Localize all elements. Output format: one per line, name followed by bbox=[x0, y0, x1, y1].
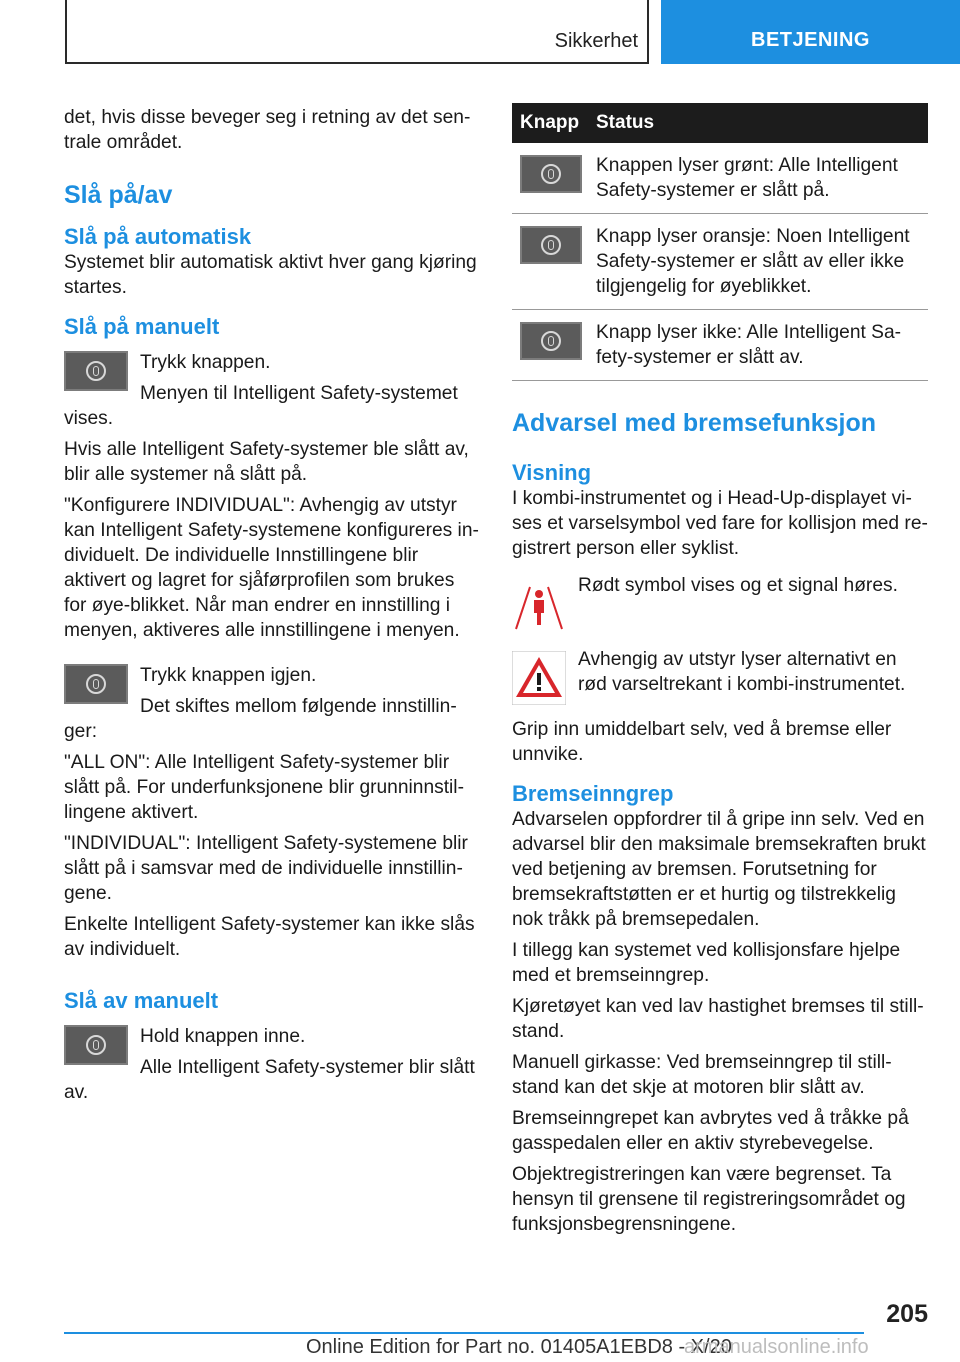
table-cell-status: Knappen lyser grønt: Alle Intelligent Safety-systemer er slått på. bbox=[588, 143, 928, 214]
intelligent-safety-button-icon bbox=[520, 155, 582, 193]
brake-text-1: Advarselen oppfordrer til å gripe inn selv. Ved en advarsel blir den maksimale bremsekraften brukt ved betjening av bremsen. Forutsetning for bremsekraftstøtten er et hurtig og tilstrekkelig nok tråkk på bremsepedalen. bbox=[512, 809, 926, 930]
hold-text: Hold knappen inne. bbox=[140, 1026, 306, 1047]
brake-text-5: Bremseinngrepet kan avbrytes ved å tråkke på gasspedalen eller en aktiv styrebevegelse. bbox=[512, 1108, 909, 1154]
heading-warning-brake: Advarsel med bremsefunksjon bbox=[512, 409, 877, 437]
watermark-text: armanualsonline.info bbox=[684, 1336, 869, 1358]
warning-symbol-row bbox=[512, 573, 928, 637]
footer-divider bbox=[64, 1332, 864, 1334]
table-row bbox=[512, 143, 928, 214]
warning-triangle-icon bbox=[512, 651, 566, 705]
button-instruction-press bbox=[64, 350, 482, 431]
page-number: 205 bbox=[886, 1300, 928, 1328]
heading-display: Visning bbox=[512, 460, 592, 485]
heading-on-off: Slå på/av bbox=[64, 181, 173, 209]
press-text: Trykk knappen. bbox=[140, 352, 271, 373]
table-row bbox=[512, 214, 928, 310]
menu-shown-text: Menyen til Intelligent Safety-systemet vises. bbox=[64, 383, 458, 429]
heading-manual-on: Slå på manuelt bbox=[64, 314, 220, 339]
intelligent-safety-button-icon bbox=[520, 322, 582, 360]
edition-text: Online Edition for Part no. 01405A1EBD8 - X/20 bbox=[306, 1336, 732, 1358]
right-column bbox=[512, 103, 928, 1237]
brake-text-3: Kjøretøyet kan ved lav hastighet bremses til still-stand. bbox=[512, 996, 924, 1042]
intelligent-safety-button-icon bbox=[64, 351, 128, 391]
heading-brake: Bremseinngrep bbox=[512, 781, 674, 806]
pedestrian-warning-icon bbox=[512, 577, 566, 631]
some-cannot-text: Enkelte Intelligent Safety-systemer kan ikke slås av individuelt. bbox=[64, 914, 475, 960]
press-again-text: Trykk knappen igjen. bbox=[140, 665, 317, 686]
individual-text: "INDIVIDUAL": Intelligent Safety-systemene blir slått på i samsvar med de individuelle innstillin-gene. bbox=[64, 833, 468, 904]
table-cell-icon bbox=[512, 310, 588, 381]
heading-manual-off: Slå av manuelt bbox=[64, 988, 219, 1013]
header-section-title: Sikkerhet bbox=[554, 30, 638, 52]
act-text: Grip inn umiddelbart selv, ved å bremse eller unnvike. bbox=[512, 719, 892, 765]
heading-auto-on: Slå på automatisk bbox=[64, 224, 252, 249]
table-header-button: Knapp bbox=[512, 103, 588, 143]
table-cell-icon bbox=[512, 143, 588, 214]
table-cell-icon bbox=[512, 214, 588, 310]
intro-text: det, hvis disse beveger seg i retning av det sen-trale området. bbox=[64, 107, 471, 153]
brake-text-6: Objektregistreringen kan være begrenset. Ta hensyn til grensene til registreringsområdet og funksjonsbegrensningene. bbox=[512, 1164, 906, 1235]
left-column bbox=[64, 105, 482, 1105]
auto-text: Systemet blir automatisk aktivt hver gang kjøring startes. bbox=[64, 252, 477, 298]
table-cell-status: Knapp lyser oransje: Noen Intelligent Safety-systemer er slått av eller ikke tilgjengelig for øyeblikket. bbox=[588, 214, 928, 310]
brake-text-4: Manuell girkasse: Ved bremseinngrep til still-stand kan det skje at motoren blir slått av. bbox=[512, 1052, 892, 1098]
header-chapter-tab[interactable]: BETJENING bbox=[661, 0, 960, 64]
table-cell-status: Knapp lyser ikke: Alle Intelligent Sa-fety-systemer er slått av. bbox=[588, 310, 928, 381]
display-text: I kombi-instrumentet og i Head-Up-displayet vi-ses et varselsymbol ved fare for kollisjon med re-gistrert person eller syklist. bbox=[512, 488, 928, 559]
alt-triangle-text: Avhengig av utstyr lyser alternativt en rød varseltrekant i kombi-instrumentet. bbox=[578, 649, 906, 695]
intelligent-safety-button-icon bbox=[520, 226, 582, 264]
button-instruction-hold bbox=[64, 1024, 482, 1105]
brake-text-2: I tillegg kan systemet ved kollisjonsfare hjelpe med et bremseinngrep. bbox=[512, 940, 901, 986]
button-status-table bbox=[512, 103, 928, 381]
table-row bbox=[512, 310, 928, 381]
red-symbol-text: Rødt symbol vises og et signal høres. bbox=[578, 575, 898, 596]
switch-text: Det skiftes mellom følgende innstillin-ger: bbox=[64, 696, 457, 742]
table-header-status: Status bbox=[588, 103, 928, 143]
all-off-text: Alle Intelligent Safety-systemer blir slått av. bbox=[64, 1057, 475, 1103]
intelligent-safety-button-icon bbox=[64, 1025, 128, 1065]
all-on-text: "ALL ON": Alle Intelligent Safety-systemer blir slått på. For underfunksjonene blir grunninnstil-lingene aktivert. bbox=[64, 752, 464, 823]
button-instruction-press-again bbox=[64, 663, 482, 744]
warning-triangle-row bbox=[512, 647, 928, 711]
if-off-text: Hvis alle Intelligent Safety-systemer ble slått av, blir alle systemer nå slått på. bbox=[64, 439, 469, 485]
intelligent-safety-button-icon bbox=[64, 664, 128, 704]
configure-text: "Konfigurere INDIVIDUAL": Avhengig av utstyr kan Intelligent Safety-systemene konfigureres in-dividuelt. De individuelle Innstillingene blir aktivert og lagret for sjåførprofilen som brukes for øye-blikket. Når man endrer en innstilling i menyen, aktiveres alle innstillingene i menyen. bbox=[64, 495, 479, 641]
